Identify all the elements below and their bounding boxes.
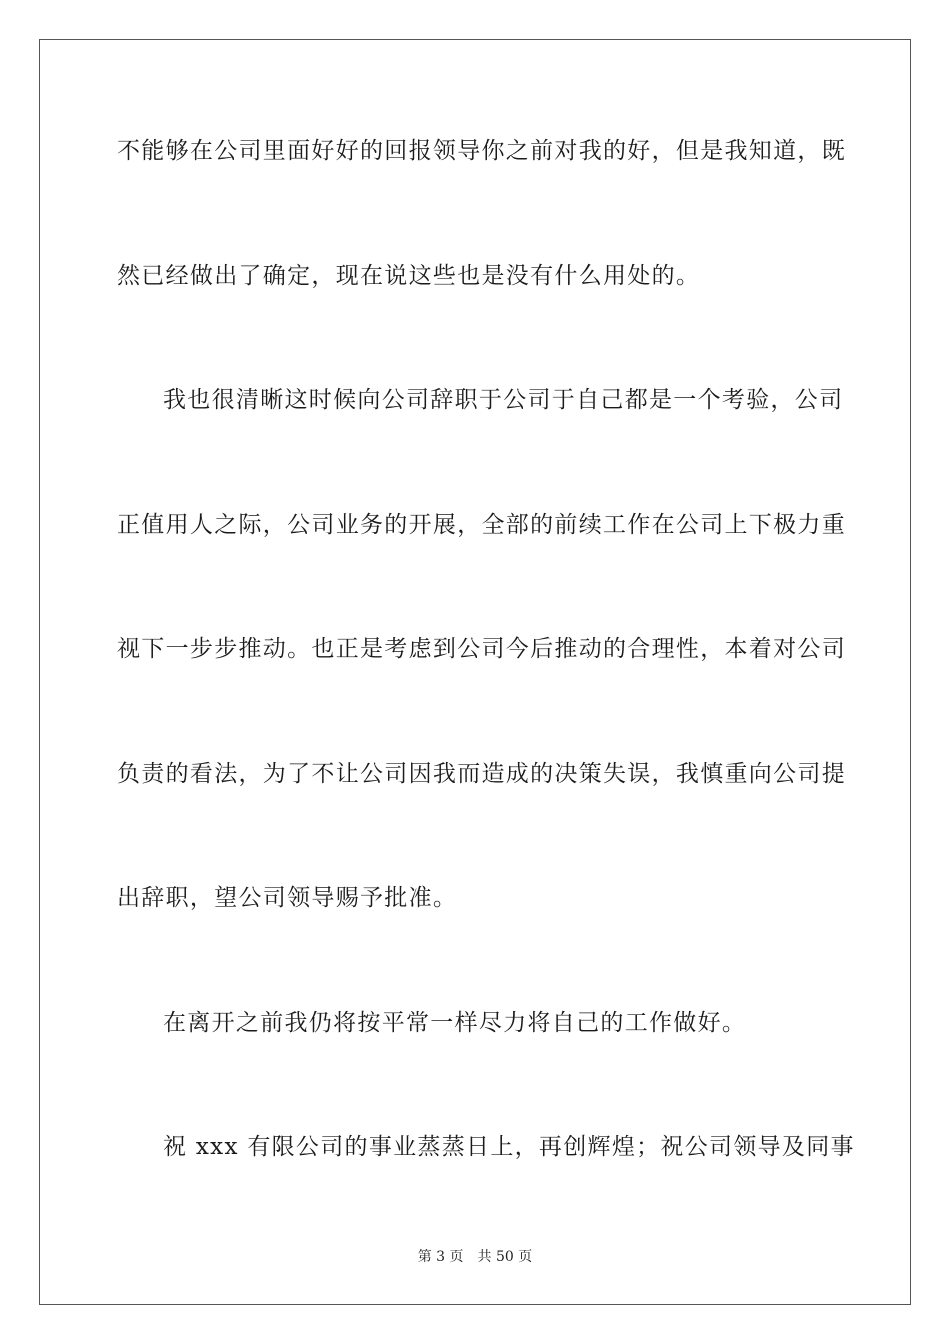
- text-line-1: 不能够在公司里面好好的回报领导你之前对我的好，但是我知道，既: [117, 138, 846, 164]
- text-line-3: 我也很清晰这时候向公司辞职于公司于自己都是一个考验，公司: [163, 387, 844, 413]
- text-line-9: 祝 xxx 有限公司的事业蒸蒸日上，再创辉煌；祝公司领导及同事: [163, 1134, 855, 1160]
- text-line-7: 出辞职，望公司领导赐予批准。: [117, 885, 458, 911]
- page-number-current: 第 3 页: [417, 1249, 464, 1265]
- text-line-8: 在离开之前我仍将按平常一样尽力将自己的工作做好。: [163, 1010, 747, 1036]
- text-line-4: 正值用人之际，公司业务的开展，全部的前续工作在公司上下极力重: [117, 512, 846, 538]
- text-line-6: 负责的看法，为了不让公司因我而造成的决策失误，我慎重向公司提: [117, 761, 846, 787]
- page-footer: [0, 1248, 950, 1266]
- text-line-5: 视下一步步推动。也正是考虑到公司今后推动的合理性，本着对公司: [117, 636, 846, 662]
- page-number-total: 共 50 页: [477, 1249, 533, 1265]
- page-border: [39, 39, 911, 1305]
- text-line-2: 然已经做出了确定，现在说这些也是没有什么用处的。: [117, 263, 701, 289]
